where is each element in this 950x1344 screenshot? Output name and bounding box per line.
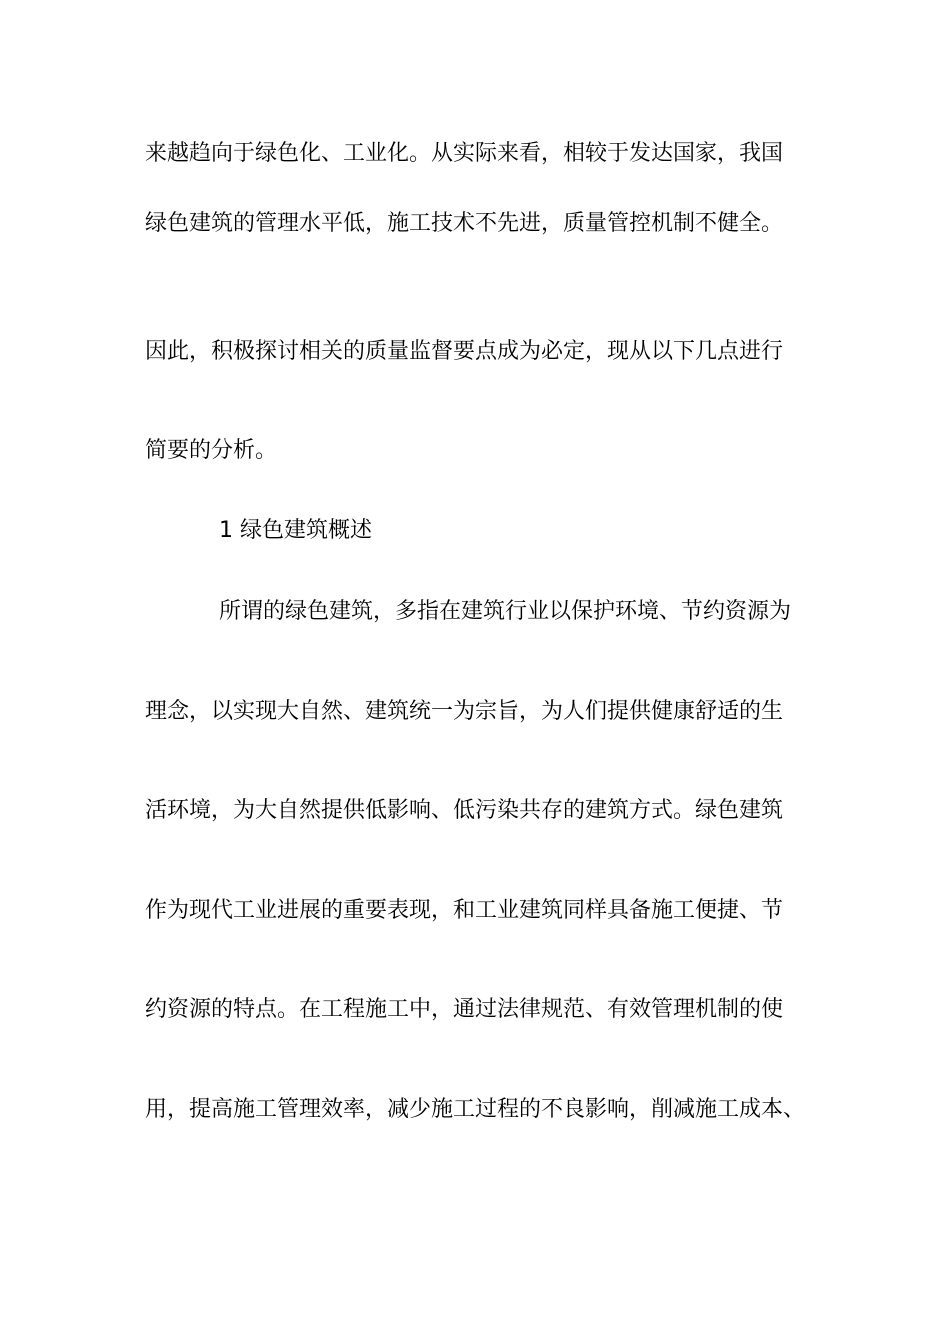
paragraph-line-4: 简要的分析。 [145, 438, 278, 463]
paragraph-line-6: 理念，以实现大自然、建筑统一为宗旨，为人们提供健康舒适的生 [145, 699, 784, 724]
paragraph-line-5: 所谓的绿色建筑，多指在建筑行业以保护环境、节约资源为 [219, 599, 792, 624]
paragraph-line-10: 用，提高施工管理效率，减少施工过程的不良影响，削减施工成本、 [145, 1097, 806, 1122]
paragraph-line-2: 绿色建筑的管理水平低，施工技术不先进，质量管控机制不健全。 [145, 211, 784, 236]
section-heading: 1 绿色建筑概述 [219, 518, 372, 543]
paragraph-line-9: 约资源的特点。在工程施工中，通过法律规范、有效管理机制的使 [145, 997, 784, 1022]
paragraph-line-7: 活环境，为大自然提供低影响、低污染共存的建筑方式。绿色建筑 [145, 798, 784, 823]
paragraph-line-8: 作为现代工业进展的重要表现，和工业建筑同样具备施工便捷、节 [145, 898, 784, 923]
paragraph-line-1: 来越趋向于绿色化、工业化。从实际来看，相较于发达国家，我国 [145, 141, 784, 166]
paragraph-line-3: 因此，积极探讨相关的质量监督要点成为必定，现从以下几点进行 [145, 339, 784, 364]
